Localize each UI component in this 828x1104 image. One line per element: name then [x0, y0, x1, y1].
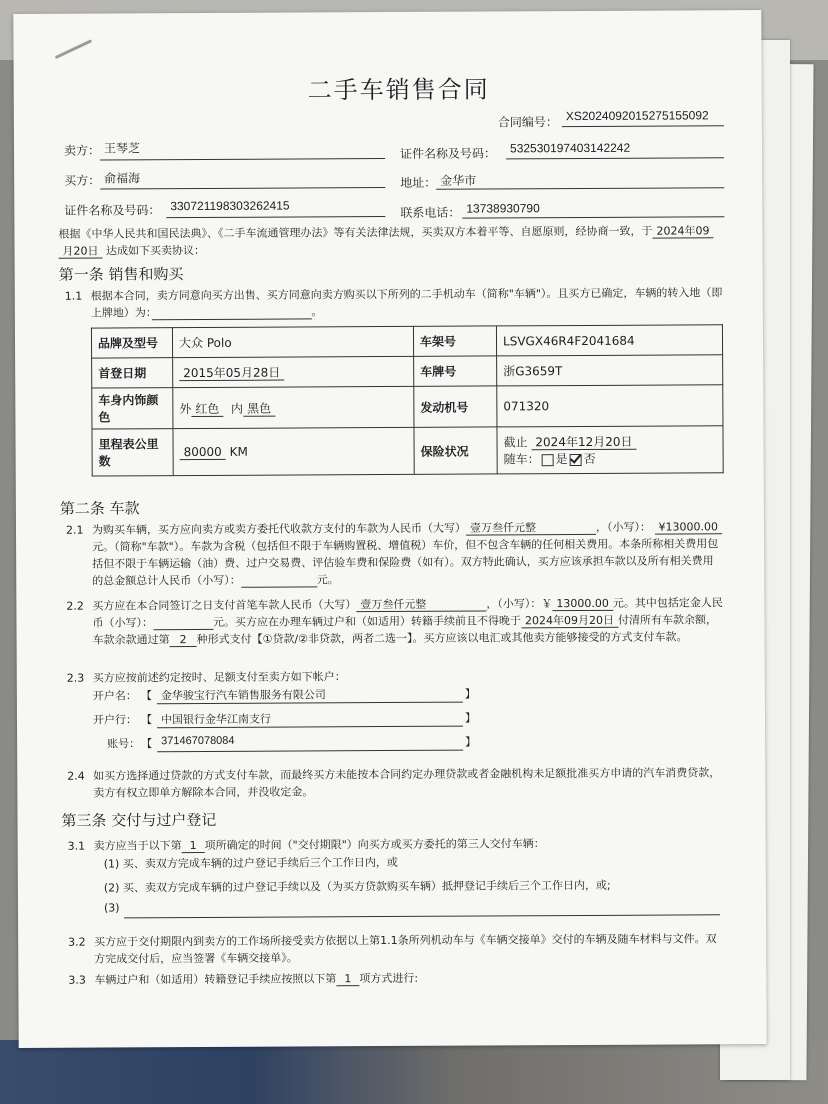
clause-text: 项方式进行: — [359, 971, 419, 986]
clause-number: 2.1 — [65, 523, 84, 537]
staple — [55, 39, 92, 59]
yes-label: 是 — [555, 452, 568, 467]
clause-number: 3.1 — [67, 839, 86, 853]
underline — [562, 124, 724, 127]
table-label: 发动机号 — [414, 386, 497, 427]
underline — [157, 701, 463, 705]
clause-number: 1.1 — [64, 289, 83, 303]
inner-label: 内 — [231, 401, 244, 416]
clause-2-2 — [92, 594, 724, 648]
bracket: 【 — [140, 689, 152, 703]
no-label: 否 — [583, 451, 596, 466]
clause-text: 根据本合同，卖方同意向买方出售、买方同意向卖方购买以下所列的二手机动车（简称"车辆"）。且买方已确定，车辆的转入地（即上牌地）为： — [90, 286, 723, 320]
seller-id-label: 证件名称及号码： — [399, 146, 497, 161]
intro-text: 根据《中华人民共和国民法典》、《二手车流通管理办法》等有关法律法规，买卖双方本着平等、自愿原则，经协商一致，于 — [58, 224, 653, 241]
bank-label: 开户行： — [92, 713, 138, 727]
underline — [506, 156, 724, 159]
underline — [100, 157, 385, 160]
table-value — [173, 356, 414, 387]
bracket: 】 — [464, 711, 477, 725]
table-label: 车牌号 — [414, 356, 497, 386]
section-title: 第二条 车款 — [59, 499, 140, 518]
contract-no-label: 合同编号： — [497, 115, 558, 130]
amount-figure: 13000.00 — [552, 597, 613, 611]
clause-3-3 — [94, 970, 418, 988]
bank-name: 中国银行金华江南支行 — [160, 712, 272, 727]
clause-number: 2.2 — [66, 599, 84, 613]
account-no: 371467078084 — [161, 734, 235, 748]
outer-color: 红色 — [191, 401, 223, 416]
clause-3-1 — [94, 835, 545, 853]
inner-color: 黑色 — [243, 401, 275, 416]
underline — [166, 215, 385, 218]
amount-figure: ¥13000.00 — [654, 520, 722, 534]
payment-method: 2 — [170, 633, 197, 647]
clause-2-1 — [92, 518, 724, 589]
seller-name: 王琴芝 — [103, 141, 141, 156]
table-row — [92, 385, 723, 429]
clause-text: 元。 — [316, 573, 339, 587]
insurance-until-label: 截止 — [503, 435, 528, 450]
underline — [157, 749, 463, 753]
clause-text: 卖方应当于以下第 — [93, 839, 182, 853]
underline — [124, 913, 720, 918]
phone-value: 13738930790 — [466, 201, 540, 216]
table-label: 保险状况 — [414, 427, 497, 474]
underline — [462, 215, 724, 218]
outer-label: 外 — [179, 401, 192, 416]
option-item: (2) 买、卖双方完成车辆的过户登记手续以及（为买方贷款购买车辆）抵押登记手续后三个工作日内，或; — [103, 878, 611, 895]
contract-no: XS2024092015275155092 — [565, 108, 709, 124]
clause-3-2: 买方应于交付期限内到卖方的工作场所接受卖方依据以上第1.1条所列机动车与《车辆交接单》交付的车辆及随车材料与文件。双方完成交付后，应当签署《车辆交接单》。 — [94, 932, 717, 966]
clause-2-3-text: 买方应按前述约定按时、足额支付至卖方如下帐户： — [92, 670, 346, 685]
table-value: 浙G3659T — [497, 355, 723, 386]
table-row — [92, 355, 723, 388]
clause-1-1 — [91, 284, 723, 321]
account-name: 金华骏宝行汽车销售服务有限公司 — [160, 688, 326, 703]
account-name-label: 开户名： — [92, 689, 137, 703]
bracket: 【 — [141, 737, 153, 751]
table-value — [497, 426, 723, 474]
seller-id: 532530197403142242 — [509, 140, 631, 156]
table-value: 071320 — [497, 385, 723, 427]
option-item: (3) — [103, 901, 120, 915]
page-title: 二手车销售合同 — [307, 75, 490, 105]
clause-number: 2.3 — [66, 671, 85, 685]
clause-text: 为购买车辆，买方应向卖方或卖方委托代收款方支付的车款为人民币（大写） — [91, 521, 467, 537]
phone-label: 联系电话： — [400, 205, 461, 220]
clause-number: 2.4 — [67, 769, 85, 783]
choice-number: 1 — [336, 972, 359, 986]
address-value: 金华市 — [440, 173, 477, 188]
clause-text: 。 — [311, 305, 323, 319]
table-row — [92, 426, 723, 476]
mileage: 80000 — [180, 445, 226, 460]
address-label: 地址： — [400, 175, 437, 190]
deadline-date: 2024年09月20日 — [521, 614, 618, 629]
clause-text: 付清所有车款余额，车款余款通过第 — [92, 613, 718, 647]
clause-text: 元。买方应在办理车辆过户和（如适用）转籍手续前且不得晚于 — [212, 614, 522, 629]
table-value — [173, 427, 414, 475]
bracket: 】 — [465, 735, 477, 749]
option-item: (1) 买、卖双方完成车辆的过户登记手续后三个工作日内，或 — [103, 855, 398, 871]
buyer-id: 330721198303262415 — [170, 198, 290, 214]
vehicle-table — [91, 324, 724, 476]
buyer-name: 俞福海 — [104, 171, 141, 186]
clause-number: 3.3 — [68, 973, 86, 987]
section-title: 第一条 销售和购买 — [58, 265, 184, 284]
account-no-label: 账号： — [107, 737, 141, 751]
intro-text: 达成如下买卖协议： — [106, 243, 206, 258]
table-label: 首登日期 — [92, 358, 173, 388]
intro-date: 2024年09 — [652, 224, 713, 238]
buyer-id-label: 证件名称及号码： — [64, 203, 161, 218]
clause-text: 元。（简称"车款"）。车款为含税（包括但不限于车辆购置税、增值税）车价，但不包含车辆的任何相关费用。本条所称相关费用包括但不限于车辆运输（油）费、过户交易费、评估验车费和保险费（如有）。双方特此确认，买方应该承担车款以及所有相关费用的总金额总计人民币（小写）： — [92, 537, 719, 588]
underline — [157, 725, 463, 729]
intro-paragraph — [58, 222, 738, 260]
table-value: 大众 Polo — [172, 326, 413, 357]
table-label: 车架号 — [413, 326, 496, 356]
mileage-unit: KM — [229, 444, 248, 459]
underline — [436, 186, 724, 190]
underline — [100, 186, 385, 189]
amount-words: 壹万叁仟元整 — [466, 521, 596, 536]
buyer-label: 买方： — [64, 173, 101, 188]
clause-text: ，（小写）： — [595, 520, 652, 534]
table-label: 里程表公里数 — [92, 429, 173, 476]
blank-field — [153, 616, 213, 630]
bracket: 【 — [140, 713, 153, 727]
contract-page — [13, 10, 766, 1048]
clause-text: 车辆过户和（如适用）转籍登记手续应按照以下第 — [94, 972, 337, 987]
reg-date: 2015年05月28日 — [179, 366, 284, 382]
amount-words: 壹万叁仟元整 — [356, 597, 486, 612]
seller-label: 卖方： — [63, 143, 101, 158]
bracket: 】 — [464, 687, 476, 701]
table-label: 车身内饰颜色 — [92, 388, 173, 429]
clause-text: 项所确定的时间（"交付期限"）向买方或买方委托的第三人交付车辆： — [204, 837, 545, 852]
blank-field — [241, 573, 317, 587]
clause-text: ，（小写）：￥ — [486, 597, 553, 611]
choice-number: 1 — [182, 839, 205, 853]
checkbox-checked — [570, 453, 582, 465]
table-label: 品牌及型号 — [91, 328, 172, 358]
table-value — [173, 386, 414, 428]
insurance-until: 2024年12月20日 — [531, 435, 636, 451]
with-car-label: 随车： — [503, 452, 540, 467]
background-bottom — [0, 1040, 828, 1104]
intro-date: 月20日 — [59, 245, 103, 259]
blank-field — [151, 305, 311, 320]
checkbox-empty — [542, 454, 554, 466]
clause-2-4: 如买方选择通过贷款的方式支付车款，而最终买方未能按本合同约定办理贷款或者金融机构未足额批准买方申请的汽车消费贷款，卖方有权立即单方解除本合同，并没收定金。 — [93, 766, 721, 800]
table-row — [91, 325, 722, 358]
section-title: 第三条 交付与过户登记 — [61, 810, 217, 830]
clause-text: 买方应在本合同签订之日支付首笔车款人民币（大写） — [92, 598, 357, 613]
table-value: LSVGX46R4F2041684 — [496, 325, 722, 356]
clause-text: 元。其中包括定金人民币（小写）： — [92, 596, 723, 630]
clause-number: 3.2 — [68, 935, 86, 949]
clause-text: 种形式支付【①贷款/②非贷款，两者二选一】。买方应该以电汇或其他卖方能够接受的方式支付车款。 — [196, 630, 688, 647]
